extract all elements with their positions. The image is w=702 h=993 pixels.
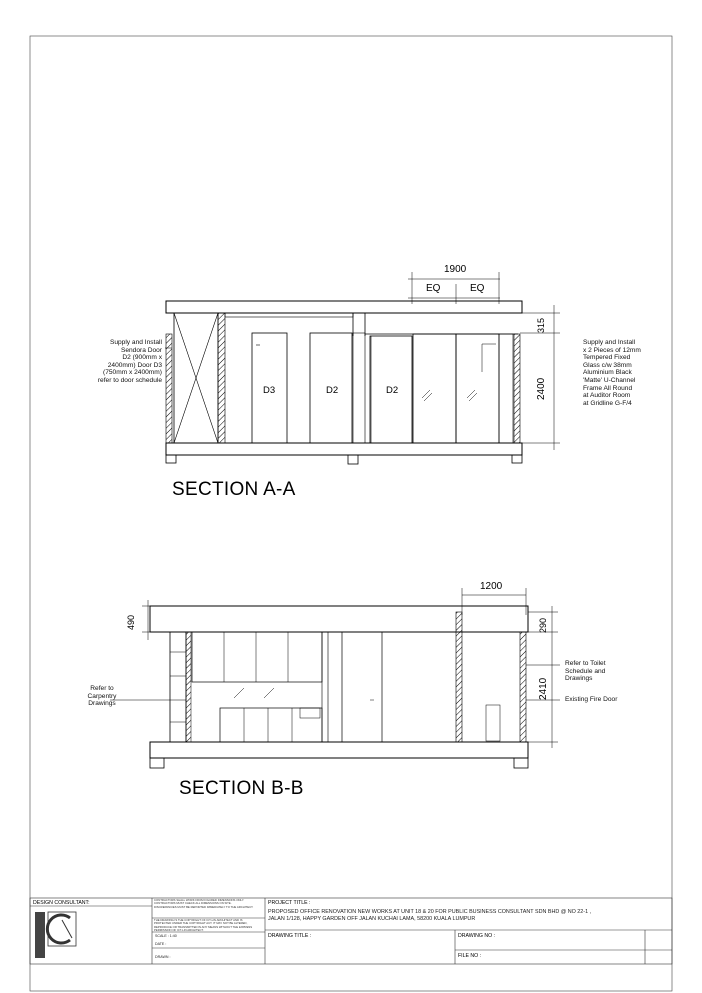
section-b-title: SECTION B-B <box>179 778 304 799</box>
dim-2410: 2410 <box>538 677 549 700</box>
design-consultant-label: DESIGN CONSULTANT: <box>33 900 90 906</box>
drawing-title-label: DRAWING TITLE : <box>268 933 312 939</box>
drawing-no-label: DRAWING NO : <box>458 933 495 939</box>
note-fire-door: Existing Fire Door <box>565 696 618 703</box>
consultant-logo <box>35 912 76 958</box>
note-toilet: Refer to Toilet Schedule and Drawings <box>565 660 606 683</box>
section-b-drawing <box>110 588 560 768</box>
dim-2400: 2400 <box>536 377 547 400</box>
door-label-d3: D3 <box>263 385 276 396</box>
dim-490: 490 <box>126 614 136 630</box>
title-block-frame <box>30 898 672 964</box>
dim-eq-left: EQ <box>426 283 441 294</box>
drawn-label: DRAWN : <box>155 955 171 959</box>
door-label-d2-1: D2 <box>326 385 339 396</box>
dim-1200: 1200 <box>480 581 503 592</box>
project-title: PROPOSED OFFICE RENOVATION NEW WORKS AT UNIT 18 & 20 FOR PUBLIC BUSINESS CONSULTANT SDN BHD @ NO 22-1 , JALAN 1/128, HAPPY GARDEN OFF JALAN KUCHAI LAMA, 58200 KUALA LUMPUR <box>268 909 592 922</box>
file-no-label: FILE NO : <box>458 953 482 959</box>
dim-1900: 1900 <box>444 264 467 275</box>
disclaimer-text: CONTRACTORS SHALL WORK FROM FIGURED DIMENSIONS ONLY. CONTRACTORS MUST CHECK ALL DIMENSIONS ON SITE. DISCREPANCIES MUST BE REPORTED IMMEDIATELY TO THE ARCHITECT. <box>154 898 254 909</box>
dim-eq-right: EQ <box>470 283 485 294</box>
project-title-label: PROJECT TITLE : <box>268 900 311 906</box>
scale-label: SCALE : 1:40 <box>155 934 177 938</box>
date-label: DATE : <box>155 942 167 946</box>
section-a-drawing <box>165 272 560 464</box>
dim-315: 315 <box>536 317 546 333</box>
door-label-d2-2: D2 <box>386 385 399 396</box>
sheet-border <box>30 36 672 991</box>
note-sendora-door: Supply and Install Sendora Door D2 (900mm x 2400mm) Door D3 (750mm x 2400mm) refer to door schedule <box>97 339 162 384</box>
note-tempered-glass: Supply and Install x 2 Pieces of 12mm Tempered Fixed Glass c/w 38mm Aluminium Black 'Matte' U-Channel Frame All Round at Auditor Room at Gridline G-F/4 <box>583 339 641 407</box>
dim-290: 290 <box>538 617 548 633</box>
section-a-title: SECTION A-A <box>172 479 296 500</box>
note-carpentry: Refer to Carpentry Drawings <box>87 685 117 708</box>
copyright-text: THE DRAWING IS THE COPYRIGHT OF ICT-LIN ARCHITECT AND IS PROTECTED UNDER THE COPYRIGHT ACT. IT MAY NOT BE ALTERED, REPRODUCE OR TRANSMITTED IN ANY MEANS WITHOUT THE EXPRESS PERMISSION OF ICT-LIN ARCHITECT. <box>154 918 253 932</box>
